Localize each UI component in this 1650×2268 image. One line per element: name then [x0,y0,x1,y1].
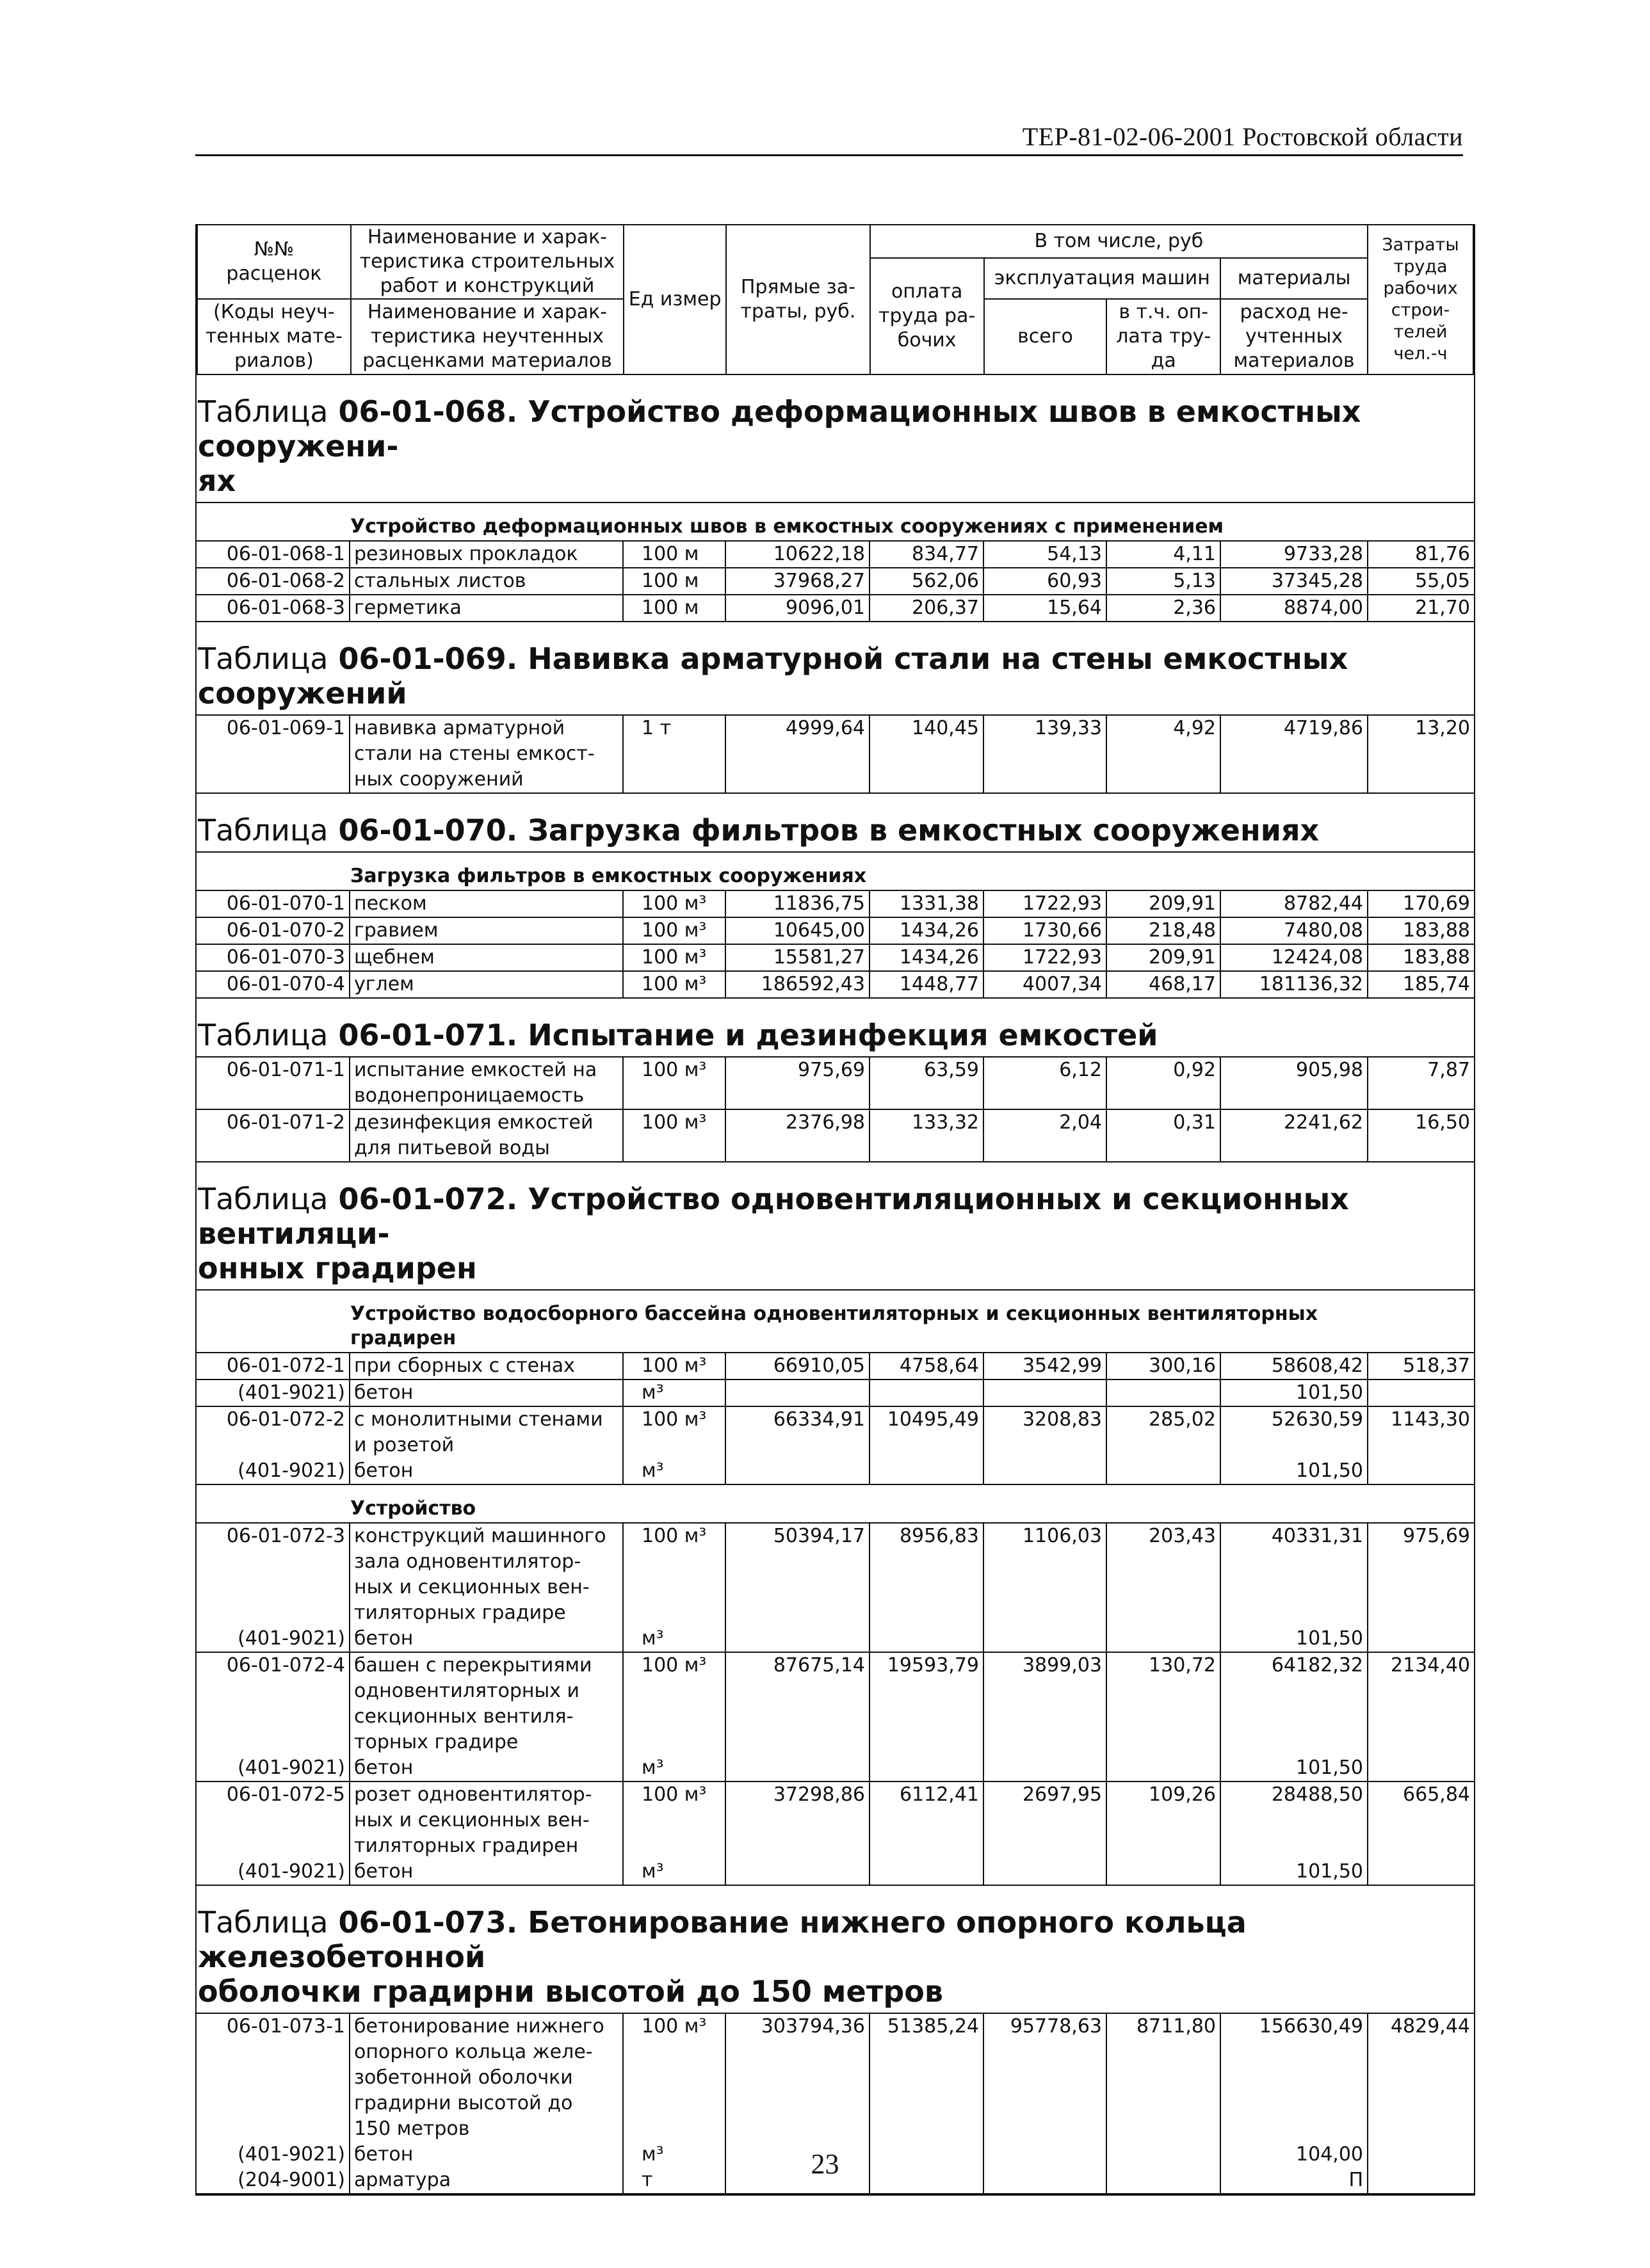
section-label: Таблица [198,1905,328,1940]
cell-materials: 2241,62 [1221,1110,1368,1162]
cell-labor-hours: 185,74 [1368,972,1474,999]
cell-materials: 101,50 [1221,1380,1368,1407]
subsection-heading: Устройство водосборного бассейна одновентиляторных и секционных вентиляторных градирен [197,1291,1474,1353]
cell-labor-hours: 183,88 [1368,945,1474,972]
cell-rate-code: 06-01-070-4 [197,972,350,999]
header-materials: материалы [1220,258,1368,299]
cell-rate-code: 06-01-070-1 [197,891,350,918]
cell-machines-total: 3208,83 [984,1407,1107,1485]
cell-direct-costs: 15581,27 [726,945,870,972]
header-machines: эксплуатация машин [984,258,1221,299]
document-title: ТЕР-81-02-06-2001 Ростовской области [1022,122,1463,151]
cell-rate-code: 06-01-069-1 [197,716,350,794]
cell-machines-wages: 4,11 [1107,542,1221,568]
section-number: 06-01-069. [338,641,518,676]
section-heading-text: Бетонирование нижнего опорного кольца железобетонной оболочки градирни высотой до 150 метров [198,1905,1247,2009]
section-number: 06-01-073. [338,1905,518,1940]
section-label: Таблица [198,1018,328,1052]
cell-rate-code: 06-01-072-3 (401-9021) [197,1524,350,1653]
cell-labor-hours: 55,05 [1368,568,1474,595]
cell-wages: 19593,79 [870,1653,984,1782]
header-unit: Ед измер [624,225,726,374]
cell-work-name: розет одновентилятор- ных и секционных вен- тиляторных градирен бетон [350,1782,624,1886]
cell-rate-code: 06-01-071-1 [197,1058,350,1110]
cell-labor-hours: 665,84 [1368,1782,1474,1886]
cell-labor-hours: 975,69 [1368,1524,1474,1653]
header-codes-unaccounted: (Коды неуч- тенных мате- риалов) [197,299,351,374]
cell-rate-code: 06-01-068-1 [197,542,350,568]
cell-wages [870,1380,984,1407]
page-header [195,122,1463,156]
cell-wages: 562,06 [870,568,984,595]
cell-work-name: углем [350,972,624,999]
cell-direct-costs: 10622,18 [726,542,870,568]
cell-machines-wages: 130,72 [1107,1653,1221,1782]
page-number: 23 [811,2148,839,2180]
cell-machines-total: 6,12 [984,1058,1107,1110]
cell-labor-hours: 13,20 [1368,716,1474,794]
header-name: Наименование и харак- теристика строительных работ и конструкций [351,225,624,299]
cell-machines-wages: 468,17 [1107,972,1221,999]
cell-machines-wages: 209,91 [1107,945,1221,972]
cell-labor-hours: 518,37 [1368,1353,1474,1380]
cell-direct-costs: 37298,86 [726,1782,870,1886]
cell-wages: 1434,26 [870,945,984,972]
section-title [197,999,1474,1058]
cell-materials: 8874,00 [1221,595,1368,622]
cell-unit: 100 м [624,568,726,595]
cell-materials: 4719,86 [1221,716,1368,794]
cell-machines-total: 3899,03 [984,1653,1107,1782]
cell-machines-total: 1730,66 [984,918,1107,945]
cell-unit: 100 м³ [624,972,726,999]
cell-work-name: резиновых прокладок [350,542,624,568]
cell-rate-code: 06-01-071-2 [197,1110,350,1162]
cell-unit: 100 м³ [624,1058,726,1110]
cell-wages: 140,45 [870,716,984,794]
cell-unit: 100 м³ м³ [624,1653,726,1782]
rates-document [195,224,1475,2196]
cell-unit: 100 м³ м³ [624,1407,726,1485]
cell-direct-costs: 9096,01 [726,595,870,622]
cell-machines-total: 139,33 [984,716,1107,794]
section-title [197,375,1474,503]
subsection-heading: Устройство [197,1485,1474,1524]
cell-rate-code: 06-01-072-5 (401-9021) [197,1782,350,1886]
cell-direct-costs: 975,69 [726,1058,870,1110]
cell-machines-total: 2,04 [984,1110,1107,1162]
cell-direct-costs: 4999,64 [726,716,870,794]
cell-wages: 1434,26 [870,918,984,945]
cell-unit: 100 м³ м³ т [624,2014,726,2194]
header-group: В том числе, руб [870,225,1368,258]
cell-work-name: герметика [350,595,624,622]
cell-machines-total: 2697,95 [984,1782,1107,1886]
header-direct-costs: Прямые за- траты, руб. [726,225,870,374]
cell-machines-wages: 109,26 [1107,1782,1221,1886]
cell-materials: 37345,28 [1221,568,1368,595]
cell-wages: 4758,64 [870,1353,984,1380]
cell-unit: 100 м³ [624,918,726,945]
header-materials-use: расход не- учтенных материалов [1220,299,1368,374]
header-name-unaccounted: Наименование и харак- теристика неучтенных расценками материалов [351,299,624,374]
cell-wages: 63,59 [870,1058,984,1110]
cell-labor-hours: 4829,44 [1368,2014,1474,2194]
cell-labor-hours: 81,76 [1368,542,1474,568]
section-number: 06-01-072. [338,1182,518,1216]
cell-materials: 7480,08 [1221,918,1368,945]
cell-machines-wages [1107,1380,1221,1407]
section-heading-text: Устройство одновентиляционных и секционных вентиляци- онных градирен [198,1182,1349,1285]
cell-direct-costs: 50394,17 [726,1524,870,1653]
header-machines-wages: в т.ч. оп- лата тру- да [1106,299,1220,374]
cell-materials: 181136,32 [1221,972,1368,999]
section-heading-text: Загрузка фильтров в емкостных сооружениях [528,813,1320,848]
cell-work-name: навивка арматурной стали на стены емкост- ных сооружений [350,716,624,794]
subsection-heading: Устройство деформационных швов в емкостных сооружениях с применением [197,503,1474,542]
cell-direct-costs: 66910,05 [726,1353,870,1380]
cell-work-name: бетон [350,1380,624,1407]
cell-rate-code: (401-9021) [197,1380,350,1407]
cell-rate-code: 06-01-068-3 [197,595,350,622]
cell-machines-total: 60,93 [984,568,1107,595]
cell-direct-costs: 186592,43 [726,972,870,999]
cell-machines-total: 95778,63 [984,2014,1107,2194]
cell-machines-total: 3542,99 [984,1353,1107,1380]
cell-machines-total: 15,64 [984,595,1107,622]
cell-rate-code: 06-01-068-2 [197,568,350,595]
section-title [197,1162,1474,1291]
cell-machines-wages: 300,16 [1107,1353,1221,1380]
cell-materials: 156630,49 104,00 П [1221,2014,1368,2194]
section-label: Таблица [198,1182,328,1216]
cell-unit: 100 м³ м³ [624,1524,726,1653]
cell-rate-code: 06-01-070-3 [197,945,350,972]
cell-materials: 40331,31 101,50 [1221,1524,1368,1653]
rates-table [197,1524,1474,1886]
cell-labor-hours: 183,88 [1368,918,1474,945]
cell-direct-costs: 303794,36 [726,2014,870,2194]
cell-work-name: при сборных с стенах [350,1353,624,1380]
cell-work-name: башен с перекрытиями одновентиляторных и секционных вентиля- торных градире бетон [350,1653,624,1782]
cell-labor-hours: 16,50 [1368,1110,1474,1162]
cell-machines-wages: 0,92 [1107,1058,1221,1110]
section-heading-text: Навивка арматурной стали на стены емкостных сооружений [198,641,1348,711]
cell-materials: 8782,44 [1221,891,1368,918]
header-machines-total: всего [984,299,1107,374]
cell-direct-costs: 10645,00 [726,918,870,945]
cell-direct-costs: 37968,27 [726,568,870,595]
cell-direct-costs: 2376,98 [726,1110,870,1162]
cell-labor-hours: 21,70 [1368,595,1474,622]
cell-labor-hours [1368,1380,1474,1407]
subsection-heading: Загрузка фильтров в емкостных сооружениях [197,853,1474,891]
section-number: 06-01-068. [338,394,518,429]
cell-unit: 100 м³ [624,945,726,972]
cell-machines-wages: 218,48 [1107,918,1221,945]
cell-wages: 1331,38 [870,891,984,918]
section-label: Таблица [198,813,328,848]
cell-unit: 100 м³ [624,1353,726,1380]
cell-unit: 100 м³ м³ [624,1782,726,1886]
cell-unit: 100 м [624,595,726,622]
section-label: Таблица [198,394,328,429]
table-header [197,224,1474,375]
cell-labor-hours: 170,69 [1368,891,1474,918]
cell-direct-costs: 87675,14 [726,1653,870,1782]
cell-work-name: щебнем [350,945,624,972]
cell-work-name: конструкций машинного зала одновентилятор- ных и секционных вен- тиляторных градире бетон [350,1524,624,1653]
cell-wages: 8956,83 [870,1524,984,1653]
cell-rate-code: 06-01-070-2 [197,918,350,945]
cell-machines-total: 1722,93 [984,891,1107,918]
cell-machines-wages: 8711,80 [1107,2014,1221,2194]
cell-unit: 100 м [624,542,726,568]
section-heading-text: Устройство деформационных швов в емкостных сооружени- ях [198,394,1361,498]
section-number: 06-01-071. [338,1018,518,1052]
cell-wages: 51385,24 [870,2014,984,2194]
rates-table [197,1353,1474,1485]
cell-materials: 58608,42 [1221,1353,1368,1380]
cell-machines-wages: 285,02 [1107,1407,1221,1485]
cell-machines-wages: 4,92 [1107,716,1221,794]
cell-rate-code: 06-01-072-1 [197,1353,350,1380]
cell-wages: 206,37 [870,595,984,622]
cell-unit: 1 т [624,716,726,794]
cell-wages: 133,32 [870,1110,984,1162]
cell-rate-code: 06-01-073-1 (401-9021) (204-9001) [197,2014,350,2194]
rates-table [197,542,1474,622]
cell-work-name: с монолитными стенами и розетой бетон [350,1407,624,1485]
cell-labor-hours: 1143,30 [1368,1407,1474,1485]
cell-machines-total: 4007,34 [984,972,1107,999]
cell-labor-hours: 2134,40 [1368,1653,1474,1782]
cell-materials: 12424,08 [1221,945,1368,972]
section-number: 06-01-070. [338,813,518,848]
cell-materials: 28488,50 101,50 [1221,1782,1368,1886]
rates-table [197,1058,1474,1162]
cell-wages: 10495,49 [870,1407,984,1485]
cell-machines-wages: 203,43 [1107,1524,1221,1653]
cell-work-name: дезинфекция емкостей для питьевой воды [350,1110,624,1162]
cell-materials: 52630,59 101,50 [1221,1407,1368,1485]
cell-materials: 9733,28 [1221,542,1368,568]
cell-materials: 905,98 [1221,1058,1368,1110]
cell-machines-wages: 5,13 [1107,568,1221,595]
cell-unit: 100 м³ [624,891,726,918]
section-label: Таблица [198,641,328,676]
cell-work-name: испытание емкостей на водонепроницаемость [350,1058,624,1110]
cell-machines-total: 54,13 [984,542,1107,568]
cell-machines-wages: 0,31 [1107,1110,1221,1162]
cell-work-name: стальных листов [350,568,624,595]
header-codes: №№ расценок [197,225,351,299]
cell-machines-total: 1106,03 [984,1524,1107,1653]
cell-direct-costs: 11836,75 [726,891,870,918]
cell-work-name: бетонирование нижнего опорного кольца желе- зобетонной оболочки градирни высотой до 150 метров бетон арматура [350,2014,624,2194]
cell-rate-code: 06-01-072-2 (401-9021) [197,1407,350,1485]
rates-table [197,891,1474,999]
cell-direct-costs [726,1380,870,1407]
cell-unit: м³ [624,1380,726,1407]
cell-labor-hours: 7,87 [1368,1058,1474,1110]
cell-work-name: песком [350,891,624,918]
section-title [197,622,1474,716]
rates-table [197,716,1474,794]
cell-unit: 100 м³ [624,1110,726,1162]
header-wages: оплата труда ра- бочих [870,258,984,374]
cell-wages: 834,77 [870,542,984,568]
cell-work-name: гравием [350,918,624,945]
cell-machines-total: 1722,93 [984,945,1107,972]
cell-materials: 64182,32 101,50 [1221,1653,1368,1782]
cell-machines-total [984,1380,1107,1407]
cell-direct-costs: 66334,91 [726,1407,870,1485]
header-labor: Затраты труда рабочих строи- телей чел.-ч [1368,225,1473,374]
cell-machines-wages: 209,91 [1107,891,1221,918]
section-heading-text: Испытание и дезинфекция емкостей [528,1018,1158,1052]
cell-machines-wages: 2,36 [1107,595,1221,622]
cell-wages: 6112,41 [870,1782,984,1886]
cell-wages: 1448,77 [870,972,984,999]
section-title [197,1886,1474,2014]
section-title [197,794,1474,853]
cell-rate-code: 06-01-072-4 (401-9021) [197,1653,350,1782]
sections-container [197,375,1474,2194]
